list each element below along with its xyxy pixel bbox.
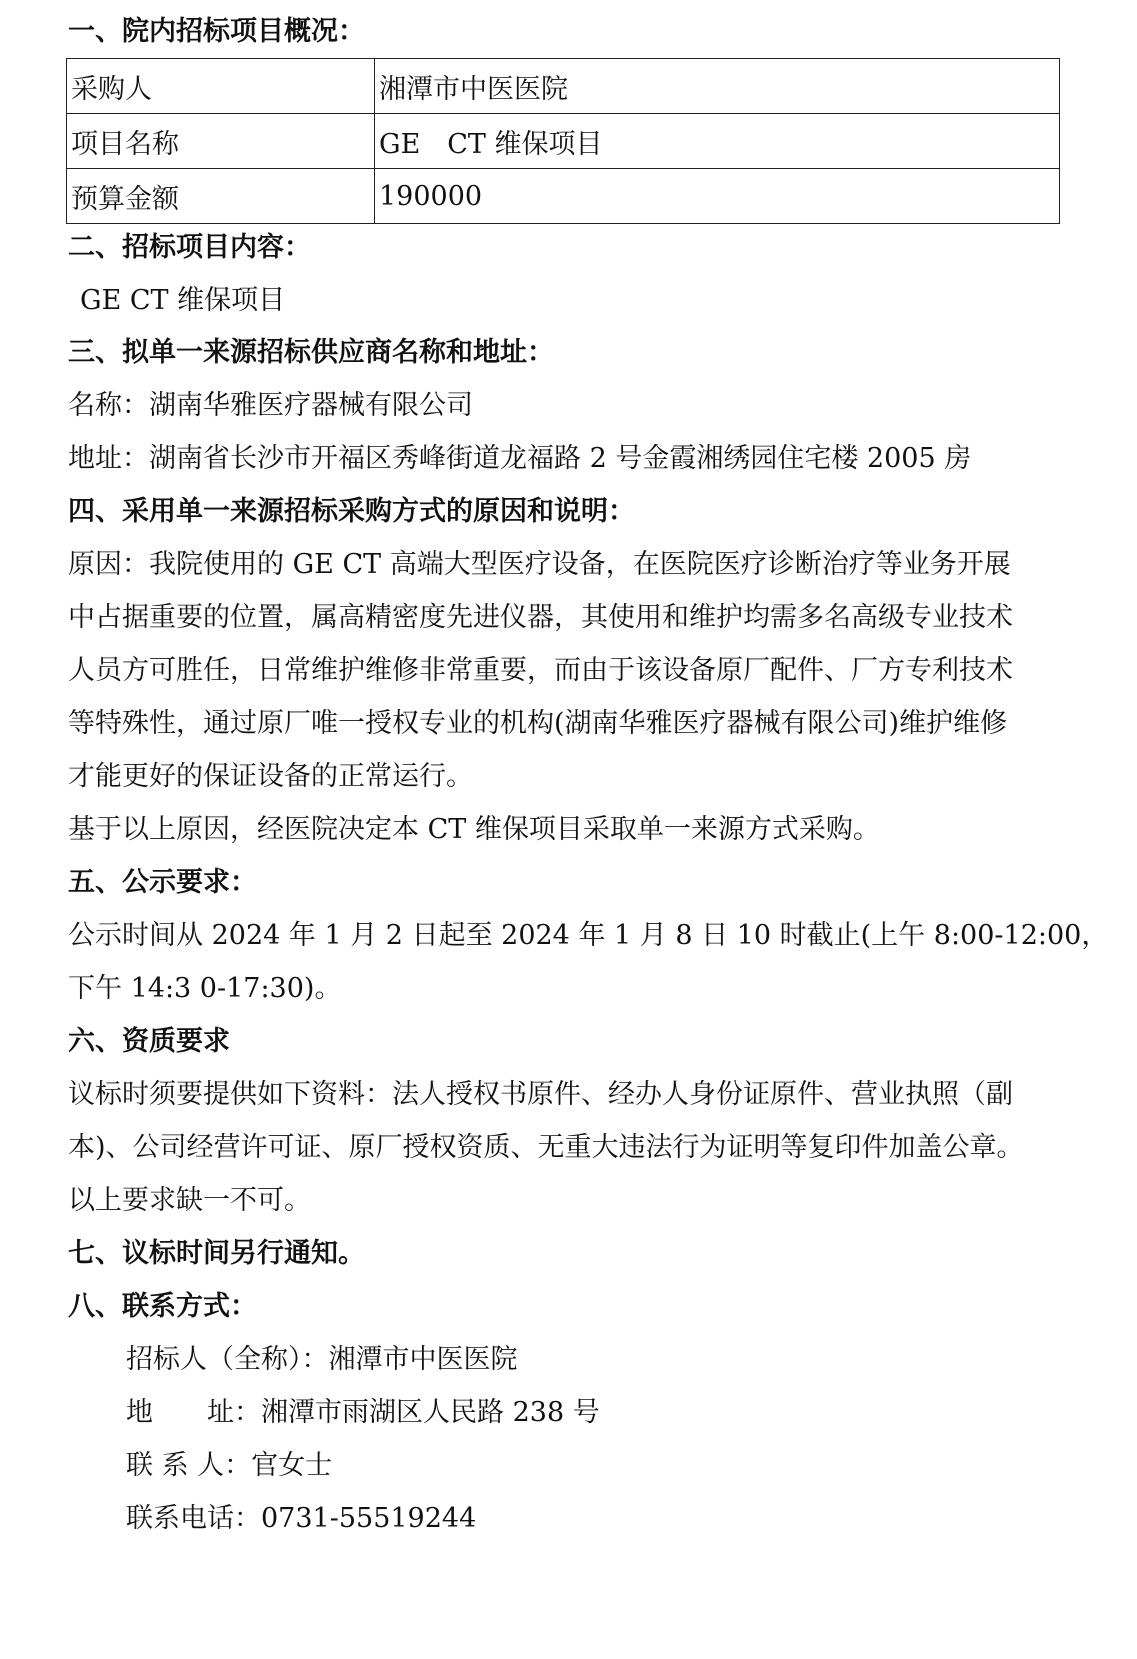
table-cell-value: 190000 <box>375 169 1060 224</box>
notice-line: 公示时间从 2024 年 1 月 2 日起至 2024 年 1 月 8 日 10 时截止(上午 8:00-12:00， <box>68 920 1109 951</box>
reason-line: 中占据重要的位置，属高精密度先进仪器，其使用和维护均需多名高级专业技术 <box>68 602 1013 633</box>
supplier-name: 名称：湖南华雅医疗器械有限公司 <box>68 390 473 421</box>
table-row <box>67 59 1060 114</box>
notice-line: 下午 14:3 0-17:30)。 <box>68 973 342 1004</box>
supplier-address: 地址：湖南省长沙市开福区秀峰街道龙福路 2 号金霞湘绣园住宅楼 2005 房 <box>68 443 972 474</box>
qualification-line: 议标时须要提供如下资料：法人授权书原件、经办人身份证原件、营业执照（副 <box>68 1079 1013 1110</box>
section-5-heading: 五、公示要求： <box>68 867 257 898</box>
section-7-heading: 七、议标时间另行通知。 <box>68 1238 365 1269</box>
contact-line: 地 址：湘潭市雨湖区人民路 238 号 <box>126 1397 600 1428</box>
contact-line: 招标人（全称）：湘潭市中医医院 <box>126 1344 518 1375</box>
contact-line: 联 系 人：官女士 <box>126 1450 333 1481</box>
table-row <box>67 114 1060 169</box>
reason-line: 基于以上原因，经医院决定本 CT 维保项目采取单一来源方式采购。 <box>68 814 880 845</box>
table-cell-label: 项目名称 <box>67 114 375 169</box>
table-cell-label: 采购人 <box>67 59 375 114</box>
section-6-heading: 六、资质要求 <box>68 1026 230 1057</box>
reason-line: 原因：我院使用的 GE CT 高端大型医疗设备，在医院医疗诊断治疗等业务开展 <box>68 549 1011 580</box>
section-2-body: GE CT 维保项目 <box>80 285 286 316</box>
qualification-line: 以上要求缺一不可。 <box>68 1185 311 1216</box>
section-1-heading: 一、院内招标项目概况： <box>68 16 365 47</box>
table-cell-value: 湘潭市中医医院 <box>375 59 1060 114</box>
project-overview-table <box>66 58 1060 224</box>
qualification-line: 本)、公司经营许可证、原厂授权资质、无重大违法行为证明等复印件加盖公章。 <box>68 1132 1024 1163</box>
section-2-heading: 二、招标项目内容： <box>68 232 311 263</box>
contact-line: 联系电话：0731-55519244 <box>126 1503 477 1534</box>
table-cell-label: 预算金额 <box>67 169 375 224</box>
section-3-heading: 三、拟单一来源招标供应商名称和地址： <box>68 337 554 368</box>
reason-line: 等特殊性，通过原厂唯一授权专业的机构(湖南华雅医疗器械有限公司)维护维修 <box>68 708 1008 739</box>
section-8-heading: 八、联系方式： <box>68 1291 257 1322</box>
section-4-heading: 四、采用单一来源招标采购方式的原因和说明： <box>68 496 635 527</box>
reason-line: 人员方可胜任，日常维护维修非常重要，而由于该设备原厂配件、厂方专利技术 <box>68 655 1013 686</box>
table-cell-value: GE CT 维保项目 <box>375 114 1060 169</box>
table-row <box>67 169 1060 224</box>
reason-line: 才能更好的保证设备的正常运行。 <box>68 761 473 792</box>
